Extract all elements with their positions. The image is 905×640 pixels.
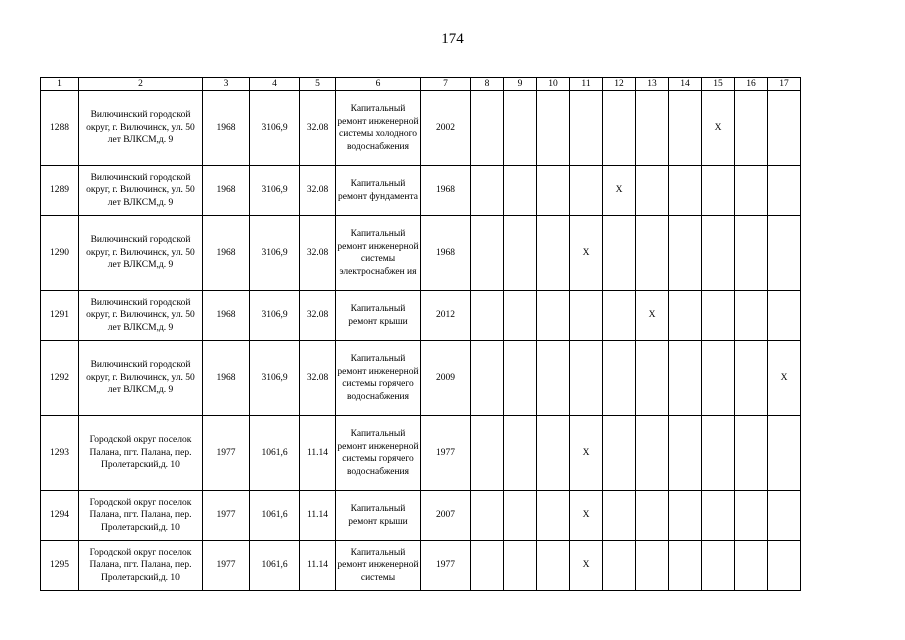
row-number-cell bbox=[41, 416, 79, 491]
area-cell-text: 1061,6 bbox=[261, 447, 288, 458]
period-cell-col-9 bbox=[504, 491, 537, 541]
build-year-cell-text: 1968 bbox=[216, 372, 236, 383]
period-cell-col-9 bbox=[504, 291, 537, 341]
column-header: 9 bbox=[504, 78, 537, 91]
period-cell-col-14 bbox=[669, 416, 702, 491]
plan-year-cell bbox=[421, 541, 471, 591]
repair-registry-table bbox=[40, 77, 801, 591]
column-header: 7 bbox=[421, 78, 471, 91]
area-cell bbox=[250, 416, 300, 491]
build-year-cell bbox=[203, 166, 250, 216]
table-row bbox=[41, 91, 801, 166]
column-header: 14 bbox=[669, 78, 702, 91]
wear-cell bbox=[300, 216, 336, 291]
build-year-cell-text: 1977 bbox=[216, 560, 236, 571]
column-header: 6 bbox=[336, 78, 421, 91]
table-row bbox=[41, 166, 801, 216]
wear-cell-text: 32.08 bbox=[306, 247, 329, 258]
plan-year-cell bbox=[421, 491, 471, 541]
period-cell-col-12 bbox=[603, 541, 636, 591]
address-cell bbox=[79, 216, 203, 291]
row-number-cell-text: 1293 bbox=[50, 447, 69, 458]
column-header: 10 bbox=[537, 78, 570, 91]
area-cell-text: 3106,9 bbox=[261, 247, 288, 258]
period-cell-col-13 bbox=[636, 166, 669, 216]
column-header: 11 bbox=[570, 78, 603, 91]
period-cell-col-16 bbox=[735, 291, 768, 341]
row-number-cell bbox=[41, 166, 79, 216]
address-cell bbox=[79, 341, 203, 416]
wear-cell-text: 11.14 bbox=[306, 510, 329, 521]
column-header: 8 bbox=[471, 78, 504, 91]
work-type-cell bbox=[336, 166, 421, 216]
wear-cell-text: 32.08 bbox=[306, 185, 329, 196]
period-cell-col-12 bbox=[603, 341, 636, 416]
period-cell-col-10 bbox=[537, 216, 570, 291]
address-cell-text: Вилючинский городской округ, г. Вилючинск, ул. 50 лет ВЛКСМ,д. 9 bbox=[86, 360, 195, 396]
period-cell-col-12 bbox=[603, 416, 636, 491]
address-cell-text: Вилючинский городской округ, г. Вилючинск, ул. 50 лет ВЛКСМ,д. 9 bbox=[86, 172, 195, 208]
period-mark: X bbox=[615, 185, 623, 196]
period-cell-col-10 bbox=[537, 91, 570, 166]
address-cell-text: Вилючинский городской округ, г. Вилючинск, ул. 50 лет ВЛКСМ,д. 9 bbox=[86, 110, 195, 146]
period-cell-col-9 bbox=[504, 166, 537, 216]
period-cell-col-17 bbox=[768, 416, 801, 491]
period-cell-col-11 bbox=[570, 291, 603, 341]
row-number-cell-text: 1288 bbox=[50, 122, 69, 133]
table-row bbox=[41, 416, 801, 491]
period-cell-col-9 bbox=[504, 341, 537, 416]
address-cell-text: Вилючинский городской округ, г. Вилючинск, ул. 50 лет ВЛКСМ,д. 9 bbox=[86, 297, 195, 333]
work-type-cell-text: Капитальный ремонт крыши bbox=[348, 504, 408, 527]
period-cell-col-14 bbox=[669, 91, 702, 166]
period-cell-col-8 bbox=[471, 91, 504, 166]
period-cell-col-14 bbox=[669, 166, 702, 216]
period-cell-col-17 bbox=[768, 216, 801, 291]
work-type-cell-text: Капитальный ремонт крыши bbox=[348, 304, 408, 327]
address-cell-text: Городской округ поселок Палана, пгт. Палана, пер. Пролетарский,д. 10 bbox=[89, 497, 192, 533]
period-cell-col-16 bbox=[735, 341, 768, 416]
row-number-cell bbox=[41, 541, 79, 591]
row-number-cell bbox=[41, 491, 79, 541]
plan-year-cell bbox=[421, 416, 471, 491]
period-cell-col-15 bbox=[702, 166, 735, 216]
period-cell-col-10 bbox=[537, 416, 570, 491]
column-header: 13 bbox=[636, 78, 669, 91]
build-year-cell bbox=[203, 91, 250, 166]
build-year-cell-text: 1968 bbox=[216, 185, 236, 196]
address-cell bbox=[79, 541, 203, 591]
area-cell-text: 3106,9 bbox=[261, 185, 288, 196]
work-type-cell bbox=[336, 216, 421, 291]
area-cell bbox=[250, 341, 300, 416]
period-cell-col-11 bbox=[570, 166, 603, 216]
period-cell-col-17 bbox=[768, 341, 801, 416]
period-mark: X bbox=[582, 247, 590, 258]
period-cell-col-11 bbox=[570, 491, 603, 541]
period-mark: X bbox=[582, 447, 590, 458]
period-cell-col-15 bbox=[702, 291, 735, 341]
period-mark: X bbox=[780, 372, 788, 383]
period-cell-col-14 bbox=[669, 216, 702, 291]
build-year-cell-text: 1968 bbox=[216, 310, 236, 321]
build-year-cell-text: 1977 bbox=[216, 447, 236, 458]
wear-cell bbox=[300, 491, 336, 541]
area-cell bbox=[250, 291, 300, 341]
wear-cell-text: 32.08 bbox=[306, 372, 329, 383]
row-number-cell-text: 1294 bbox=[50, 510, 69, 521]
plan-year-cell bbox=[421, 216, 471, 291]
work-type-cell bbox=[336, 416, 421, 491]
period-cell-col-10 bbox=[537, 491, 570, 541]
period-cell-col-14 bbox=[669, 491, 702, 541]
period-mark: X bbox=[648, 310, 656, 321]
address-cell bbox=[79, 491, 203, 541]
table-row bbox=[41, 291, 801, 341]
row-number-cell-text: 1289 bbox=[50, 185, 69, 196]
row-number-cell bbox=[41, 341, 79, 416]
period-cell-col-17 bbox=[768, 166, 801, 216]
plan-year-cell-text: 1977 bbox=[436, 560, 455, 571]
build-year-cell bbox=[203, 216, 250, 291]
wear-cell bbox=[300, 166, 336, 216]
address-cell bbox=[79, 91, 203, 166]
period-cell-col-8 bbox=[471, 541, 504, 591]
area-cell bbox=[250, 216, 300, 291]
period-cell-col-13 bbox=[636, 291, 669, 341]
period-cell-col-16 bbox=[735, 91, 768, 166]
period-mark: X bbox=[714, 122, 722, 133]
period-cell-col-12 bbox=[603, 291, 636, 341]
period-cell-col-15 bbox=[702, 341, 735, 416]
period-cell-col-16 bbox=[735, 541, 768, 591]
period-cell-col-8 bbox=[471, 341, 504, 416]
row-number-cell-text: 1290 bbox=[50, 247, 69, 258]
period-cell-col-16 bbox=[735, 416, 768, 491]
plan-year-cell bbox=[421, 291, 471, 341]
work-type-cell bbox=[336, 541, 421, 591]
work-type-cell bbox=[336, 91, 421, 166]
table-row bbox=[41, 541, 801, 591]
table-row bbox=[41, 341, 801, 416]
work-type-cell-text: Капитальный ремонт инженерной системы электроснабжен ия bbox=[337, 229, 419, 277]
wear-cell-text: 11.14 bbox=[306, 447, 329, 458]
wear-cell-text: 32.08 bbox=[306, 310, 329, 321]
period-cell-col-12 bbox=[603, 91, 636, 166]
period-cell-col-13 bbox=[636, 216, 669, 291]
work-type-cell bbox=[336, 491, 421, 541]
column-header: 4 bbox=[250, 78, 300, 91]
period-cell-col-10 bbox=[537, 291, 570, 341]
plan-year-cell-text: 2009 bbox=[436, 372, 455, 383]
work-type-cell-text: Капитальный ремонт инженерной системы холодного водоснабжения bbox=[337, 104, 419, 152]
plan-year-cell-text: 2012 bbox=[436, 310, 455, 321]
column-header: 1 bbox=[41, 78, 79, 91]
wear-cell bbox=[300, 541, 336, 591]
period-mark: X bbox=[582, 560, 590, 571]
build-year-cell-text: 1977 bbox=[216, 510, 236, 521]
period-cell-col-13 bbox=[636, 541, 669, 591]
work-type-cell bbox=[336, 341, 421, 416]
address-cell bbox=[79, 291, 203, 341]
period-cell-col-17 bbox=[768, 541, 801, 591]
period-cell-col-11 bbox=[570, 216, 603, 291]
work-type-cell-text: Капитальный ремонт инженерной системы горячего водоснабжения bbox=[337, 429, 419, 477]
period-cell-col-16 bbox=[735, 166, 768, 216]
area-cell-text: 3106,9 bbox=[261, 310, 288, 321]
column-header: 3 bbox=[203, 78, 250, 91]
address-cell bbox=[79, 166, 203, 216]
build-year-cell bbox=[203, 416, 250, 491]
period-cell-col-9 bbox=[504, 541, 537, 591]
work-type-cell-text: Капитальный ремонт инженерной системы горячего водоснабжения bbox=[337, 354, 419, 402]
plan-year-cell-text: 2007 bbox=[436, 510, 455, 521]
row-number-cell-text: 1291 bbox=[50, 310, 69, 321]
area-cell bbox=[250, 491, 300, 541]
row-number-cell bbox=[41, 291, 79, 341]
period-cell-col-13 bbox=[636, 91, 669, 166]
column-header: 2 bbox=[79, 78, 203, 91]
row-number-cell-text: 1292 bbox=[50, 372, 69, 383]
work-type-cell bbox=[336, 291, 421, 341]
period-cell-col-8 bbox=[471, 216, 504, 291]
wear-cell bbox=[300, 341, 336, 416]
period-cell-col-14 bbox=[669, 341, 702, 416]
area-cell-text: 3106,9 bbox=[261, 122, 288, 133]
period-cell-col-15 bbox=[702, 491, 735, 541]
period-cell-col-11 bbox=[570, 91, 603, 166]
work-type-cell-text: Капитальный ремонт инженерной системы bbox=[337, 547, 419, 583]
period-cell-col-11 bbox=[570, 341, 603, 416]
period-cell-col-11 bbox=[570, 416, 603, 491]
period-cell-col-15 bbox=[702, 216, 735, 291]
row-number-cell bbox=[41, 216, 79, 291]
period-cell-col-14 bbox=[669, 541, 702, 591]
column-header: 12 bbox=[603, 78, 636, 91]
table-row bbox=[41, 491, 801, 541]
period-cell-col-17 bbox=[768, 491, 801, 541]
plan-year-cell bbox=[421, 91, 471, 166]
build-year-cell bbox=[203, 491, 250, 541]
period-cell-col-12 bbox=[603, 491, 636, 541]
row-number-cell bbox=[41, 91, 79, 166]
period-cell-col-15 bbox=[702, 416, 735, 491]
row-number-cell-text: 1295 bbox=[50, 560, 69, 571]
period-cell-col-8 bbox=[471, 291, 504, 341]
column-header: 16 bbox=[735, 78, 768, 91]
column-header: 5 bbox=[300, 78, 336, 91]
period-cell-col-10 bbox=[537, 341, 570, 416]
period-cell-col-13 bbox=[636, 416, 669, 491]
period-cell-col-9 bbox=[504, 216, 537, 291]
period-cell-col-8 bbox=[471, 491, 504, 541]
column-header: 15 bbox=[702, 78, 735, 91]
address-cell bbox=[79, 416, 203, 491]
period-cell-col-13 bbox=[636, 491, 669, 541]
period-cell-col-10 bbox=[537, 166, 570, 216]
address-cell-text: Городской округ поселок Палана, пгт. Палана, пер. Пролетарский,д. 10 bbox=[89, 547, 192, 583]
plan-year-cell-text: 2002 bbox=[436, 122, 455, 133]
period-cell-col-14 bbox=[669, 291, 702, 341]
area-cell-text: 1061,6 bbox=[261, 510, 288, 521]
work-type-cell-text: Капитальный ремонт фундамента bbox=[338, 179, 418, 202]
plan-year-cell-text: 1977 bbox=[436, 447, 455, 458]
wear-cell bbox=[300, 416, 336, 491]
column-header: 17 bbox=[768, 78, 801, 91]
period-cell-col-13 bbox=[636, 341, 669, 416]
period-cell-col-9 bbox=[504, 416, 537, 491]
plan-year-cell bbox=[421, 166, 471, 216]
plan-year-cell-text: 1968 bbox=[436, 247, 455, 258]
period-cell-col-12 bbox=[603, 216, 636, 291]
wear-cell bbox=[300, 291, 336, 341]
area-cell-text: 1061,6 bbox=[261, 560, 288, 571]
address-cell-text: Вилючинский городской округ, г. Вилючинск, ул. 50 лет ВЛКСМ,д. 9 bbox=[86, 235, 195, 271]
build-year-cell bbox=[203, 541, 250, 591]
wear-cell bbox=[300, 91, 336, 166]
period-cell-col-17 bbox=[768, 291, 801, 341]
period-cell-col-16 bbox=[735, 491, 768, 541]
period-cell-col-9 bbox=[504, 91, 537, 166]
wear-cell-text: 11.14 bbox=[306, 560, 329, 571]
period-cell-col-8 bbox=[471, 166, 504, 216]
period-cell-col-15 bbox=[702, 541, 735, 591]
period-cell-col-15 bbox=[702, 91, 735, 166]
table-row bbox=[41, 216, 801, 291]
period-mark: X bbox=[582, 510, 590, 521]
period-cell-col-10 bbox=[537, 541, 570, 591]
period-cell-col-8 bbox=[471, 416, 504, 491]
area-cell bbox=[250, 166, 300, 216]
page-number: 174 bbox=[441, 31, 464, 47]
plan-year-cell bbox=[421, 341, 471, 416]
area-cell bbox=[250, 91, 300, 166]
area-cell bbox=[250, 541, 300, 591]
build-year-cell-text: 1968 bbox=[216, 247, 236, 258]
address-cell-text: Городской округ поселок Палана, пгт. Палана, пер. Пролетарский,д. 10 bbox=[89, 435, 192, 471]
plan-year-cell-text: 1968 bbox=[436, 185, 455, 196]
column-number-header-row bbox=[41, 78, 801, 91]
period-cell-col-16 bbox=[735, 216, 768, 291]
area-cell-text: 3106,9 bbox=[261, 372, 288, 383]
build-year-cell-text: 1968 bbox=[216, 122, 236, 133]
period-cell-col-12 bbox=[603, 166, 636, 216]
period-cell-col-17 bbox=[768, 91, 801, 166]
build-year-cell bbox=[203, 341, 250, 416]
build-year-cell bbox=[203, 291, 250, 341]
wear-cell-text: 32.08 bbox=[306, 122, 329, 133]
period-cell-col-11 bbox=[570, 541, 603, 591]
